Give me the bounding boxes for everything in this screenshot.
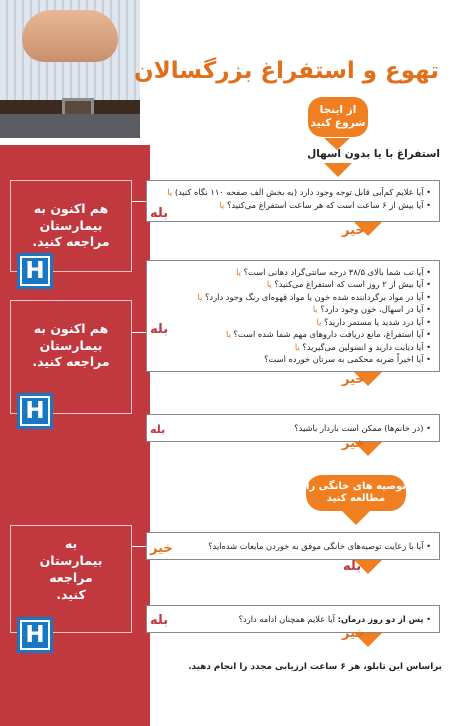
hospital-icon: H bbox=[17, 253, 53, 289]
q4-line: • آیا با رعایت توصیه‌های خانگی موفق به خوردن مایعات شده‌اید؟ bbox=[208, 541, 431, 551]
yes-label-2: بله bbox=[150, 322, 169, 337]
hospital-icon: H bbox=[17, 617, 53, 653]
no-label-1: خیر bbox=[342, 223, 365, 238]
home-advice-node: توصیه های خانگی را مطالعه کنید bbox=[306, 475, 406, 511]
photo-pants bbox=[0, 114, 140, 138]
q1-line-2: • آیا بیش از ۶ ساعت است که هر ساعت استفراغ می‌کنید؟ یا bbox=[219, 199, 431, 210]
q2-line-5: • آیا درد شدید یا مستمر دارید؟ یا bbox=[316, 316, 431, 327]
connector-q1-yes bbox=[132, 201, 146, 202]
question-box-1 bbox=[146, 180, 440, 222]
start-node: از اینجا شروع کنید bbox=[308, 97, 368, 137]
q2-line-2: • آیا بیش از ۲ روز است که استفراغ می‌کنید؟ یا bbox=[266, 279, 431, 290]
hospital-now-text-1: هم اکنون به بیمارستان مراجعه کنید. bbox=[32, 200, 110, 250]
no-label-3: خیر bbox=[342, 436, 365, 451]
page-title: تهوع و استفراغ بزرگسالان bbox=[134, 58, 439, 84]
q2-line-4: • آیا در اسهال، خون وجود دارد؟ یا bbox=[312, 304, 431, 315]
yes-label-1: بله bbox=[150, 206, 169, 221]
yes-label-3: بله bbox=[150, 423, 166, 436]
stomach-pain-photo bbox=[0, 0, 140, 138]
q2-line-6: • آیا استفراغ، مانع دریافت داروهای مهم شما شده است؟ یا bbox=[225, 329, 431, 340]
yes-label-4: بله bbox=[343, 559, 362, 574]
arrow-down-subtitle bbox=[324, 163, 352, 177]
question-box-4 bbox=[146, 532, 440, 560]
subtitle: استفراغ با یا بدون اسهال bbox=[307, 148, 440, 160]
footer-note: براساس این تابلو، هر ۶ ساعت ارزیابی مجدد را انجام دهید. bbox=[188, 662, 442, 672]
arrow-down-home bbox=[342, 511, 370, 525]
q2-line-7: • آیا دیابت دارید و انسولین می‌گیرید؟ یا bbox=[294, 341, 431, 352]
no-label-4: خیر bbox=[150, 541, 173, 556]
no-label-5: خیر bbox=[342, 626, 365, 641]
hospital-now-text-2: هم اکنون به بیمارستان مراجعه کنید. bbox=[32, 320, 110, 370]
question-box-5 bbox=[146, 605, 440, 633]
q1-line-1: • آیا علایم کم‌آبی قابل توجه وجود دارد (به بخش الف صفحه ۱۱۰ نگاه کنید) یا bbox=[167, 187, 431, 197]
yes-label-5: بله bbox=[150, 613, 169, 628]
hospital-icon: H bbox=[17, 393, 53, 429]
connector-q2-yes bbox=[132, 332, 146, 333]
connector-q4-no bbox=[132, 546, 146, 547]
hospital-text-3: به بیمارستان مراجعه کنید. bbox=[39, 536, 103, 602]
photo-hand bbox=[22, 10, 118, 62]
q5-line: • پس از دو روز درمان: آیا علایم همچنان ادامه دارد؟ bbox=[238, 614, 431, 624]
q2-line-8: • آیا اخیراً ضربه محکمی به سرتان خورده است؟ bbox=[264, 354, 431, 365]
q2-line-3: • آیا در مواد برگرداننده شده خون یا مواد قهوه‌ای رنگ وجود دارد؟ یا bbox=[197, 291, 431, 302]
q3-line: • (در خانم‌ها) ممکن است باردار باشید؟ bbox=[294, 423, 431, 433]
no-label-2: خیر bbox=[342, 372, 365, 387]
q2-line-1: • آیا تب شما بالای ۳۸/۵ درجه سانتی‌گراد دهانی است؟ یا bbox=[236, 267, 431, 277]
question-box-2 bbox=[146, 260, 440, 372]
question-box-3 bbox=[146, 414, 440, 442]
